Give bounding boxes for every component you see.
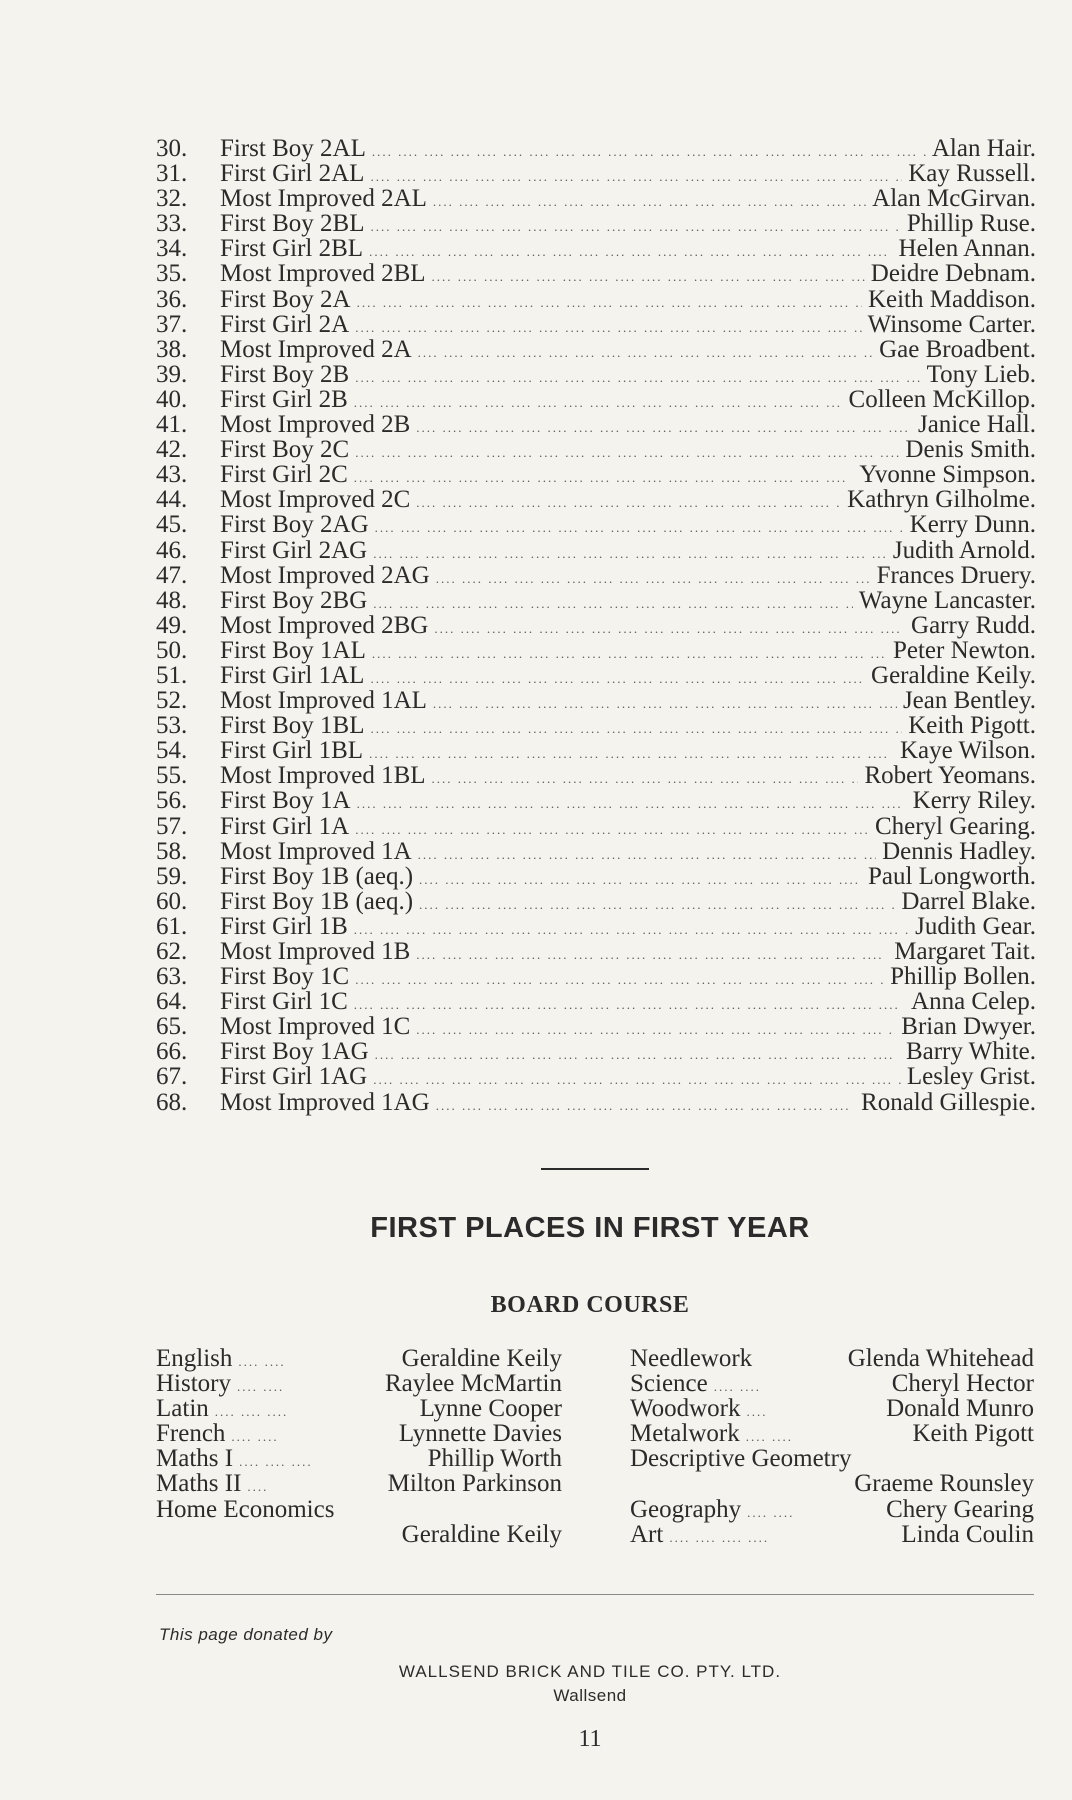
award-recipient: Phillip Ruse. (906, 210, 1036, 238)
subject-row (156, 1371, 562, 1396)
award-number: 59. (156, 862, 188, 890)
award-row (156, 738, 1036, 763)
subject-name: Descriptive Geometry (630, 1445, 852, 1473)
leader-dots (375, 1042, 900, 1067)
subject-name: Metalwork (630, 1420, 740, 1448)
award-recipient: Kathryn Gilholme. (847, 486, 1036, 514)
subject-row (156, 1471, 562, 1496)
leader-dots (354, 917, 909, 942)
award-number: 50. (156, 636, 188, 664)
award-number: 33. (156, 210, 188, 238)
leader-dots (416, 415, 912, 440)
leader-dots (433, 189, 866, 214)
award-number: 31. (156, 160, 188, 188)
section-heading: FIRST PLACES IN FIRST YEAR (370, 1212, 810, 1244)
award-recipient: Colleen McKillop. (848, 385, 1036, 413)
award-number: 41. (156, 411, 188, 439)
subject-name: Maths I (156, 1445, 234, 1473)
award-row (156, 1014, 1036, 1039)
award-recipient: Janice Hall. (917, 411, 1036, 439)
top-student: Milton Parkinson (387, 1470, 562, 1498)
award-recipient: Winsome Carter. (867, 310, 1036, 338)
leader-dots: .... .... (238, 1354, 286, 1369)
award-recipient: Wayne Lancaster. (858, 586, 1036, 614)
award-category: First Girl 2C (220, 461, 348, 489)
leader-dots (416, 1017, 895, 1042)
award-row (156, 261, 1036, 286)
award-recipient: Dennis Hadley. (882, 837, 1036, 865)
company-town: Wallsend (553, 1686, 627, 1705)
award-number: 54. (156, 737, 188, 765)
award-row (156, 638, 1036, 663)
award-category: First Girl 2A (220, 310, 350, 338)
award-row (156, 312, 1036, 337)
award-row (156, 889, 1036, 914)
top-student: Glenda Whitehead (847, 1345, 1034, 1372)
top-student: Lynne Cooper (419, 1395, 562, 1423)
leader-dots (373, 591, 853, 616)
subject-name: Home Economics (156, 1495, 335, 1523)
award-row (156, 337, 1036, 362)
leader-dots: .... .... .... (239, 1454, 313, 1470)
leader-dots (434, 616, 905, 641)
subject-name: French (156, 1420, 226, 1448)
subject-row (156, 1497, 562, 1522)
award-number: 30. (156, 135, 188, 162)
award-recipient: Kaye Wilson. (899, 737, 1036, 765)
award-recipient: Tony Lieb. (926, 360, 1036, 388)
award-recipient: Kerry Dunn. (909, 511, 1036, 539)
donated-by-text: This page donated by (159, 1625, 333, 1644)
award-row (156, 839, 1036, 864)
section-divider (541, 1168, 649, 1170)
award-number: 37. (156, 310, 188, 338)
award-category: First Boy 1C (220, 963, 350, 991)
award-recipient: Deidre Debnam. (870, 260, 1036, 288)
award-category: Most Improved 2C (220, 486, 411, 514)
subject-name: Woodwork (630, 1395, 741, 1423)
leader-dots (355, 967, 884, 992)
leader-dots (370, 716, 902, 741)
leader-dots (373, 1067, 901, 1092)
leader-dots (354, 992, 905, 1017)
award-recipient: Judith Arnold. (892, 536, 1036, 564)
award-category: First Boy 1AG (220, 1038, 369, 1066)
award-recipient: Judith Gear. (915, 912, 1036, 940)
award-number: 34. (156, 235, 188, 263)
subject-row (156, 1396, 562, 1421)
subject-name: History (156, 1370, 231, 1398)
award-number: 55. (156, 762, 188, 790)
award-row (156, 914, 1036, 939)
awards-list (156, 136, 1036, 1115)
award-row (156, 236, 1036, 261)
award-category: First Boy 1AL (220, 636, 366, 664)
award-recipient: Ronald Gillespie. (861, 1088, 1036, 1116)
footer-divider (156, 1594, 1034, 1595)
subject-name: Latin (156, 1395, 209, 1423)
award-number: 32. (156, 185, 188, 213)
award-recipient: Cheryl Gearing. (874, 812, 1036, 840)
award-row (156, 588, 1036, 613)
award-category: Most Improved 1B (220, 938, 411, 965)
award-recipient: Brian Dwyer. (901, 1013, 1036, 1041)
leader-dots: .... .... (745, 1429, 793, 1445)
award-recipient: Anna Celep. (911, 988, 1036, 1016)
subject-row (630, 1497, 1034, 1522)
award-recipient: Barry White. (905, 1038, 1036, 1066)
award-row (156, 287, 1036, 312)
award-row (156, 688, 1036, 713)
top-student: Geraldine Keily (401, 1520, 562, 1548)
award-category: First Girl 2AL (220, 160, 365, 188)
subject-row (630, 1371, 1034, 1396)
award-category: First Boy 1BL (220, 712, 365, 740)
award-row (156, 387, 1036, 412)
award-row (156, 136, 1036, 161)
leader-dots (370, 666, 865, 691)
subject-name: Geography (630, 1495, 742, 1523)
award-recipient: Alan McGirvan. (872, 185, 1036, 213)
award-category: Most Improved 2A (220, 335, 412, 363)
subject-row (630, 1396, 1034, 1421)
leader-dots (433, 691, 897, 716)
leader-dots: .... (746, 1404, 768, 1420)
award-number: 56. (156, 787, 188, 815)
leader-dots (355, 315, 861, 340)
leader-dots (416, 490, 841, 515)
subject-row (630, 1346, 1034, 1371)
award-category: Most Improved 2B (220, 411, 411, 439)
subject-row (156, 1522, 562, 1547)
leader-dots (355, 440, 899, 465)
award-number: 52. (156, 687, 188, 715)
subject-name: Needlework (630, 1345, 753, 1372)
top-student: Geraldine Keily (401, 1345, 562, 1372)
award-category: Most Improved 1A (220, 837, 412, 865)
top-student: Linda Coulin (901, 1520, 1034, 1548)
subject-row (156, 1446, 562, 1471)
award-row (156, 763, 1036, 788)
award-recipient: Paul Longworth. (867, 862, 1036, 890)
leader-dots (355, 365, 920, 390)
award-category: First Girl 1AG (220, 1063, 368, 1091)
leader-dots: .... .... (237, 1379, 285, 1395)
award-number: 68. (156, 1088, 188, 1116)
leader-dots: .... .... (231, 1429, 279, 1445)
top-student: Chery Gearing (886, 1495, 1034, 1523)
leader-dots (418, 842, 876, 867)
award-recipient: Helen Annan. (898, 235, 1036, 263)
award-category: Most Improved 1BL (220, 762, 426, 790)
award-row (156, 437, 1036, 462)
leader-dots (432, 766, 859, 791)
leader-dots: .... (247, 1479, 269, 1495)
award-row (156, 186, 1036, 211)
award-row (156, 613, 1036, 638)
award-recipient: Margaret Tait. (894, 938, 1036, 965)
award-row (156, 788, 1036, 813)
award-recipient: Keith Pigott. (908, 712, 1036, 740)
subject-row (630, 1471, 1034, 1496)
award-category: Most Improved 2BG (220, 611, 429, 639)
leader-dots (370, 164, 902, 189)
subject-row (630, 1522, 1034, 1547)
award-recipient: Jean Bentley. (902, 687, 1036, 715)
award-number: 43. (156, 461, 188, 489)
award-number: 61. (156, 912, 188, 940)
award-row (156, 412, 1036, 437)
award-category: First Boy 2BG (220, 586, 368, 614)
award-category: Most Improved 2BL (220, 260, 426, 288)
subject-row (630, 1421, 1034, 1446)
top-student: Cheryl Hector (891, 1370, 1034, 1398)
leader-dots (372, 139, 926, 164)
award-recipient: Yvonne Simpson. (859, 461, 1036, 489)
award-row (156, 362, 1036, 387)
leader-dots (354, 390, 843, 415)
leader-dots (419, 867, 862, 892)
award-number: 60. (156, 887, 188, 915)
award-row (156, 487, 1036, 512)
award-number: 40. (156, 385, 188, 413)
leader-dots (357, 290, 862, 315)
award-category: First Boy 1A (220, 787, 351, 815)
award-recipient: Denis Smith. (905, 436, 1036, 464)
award-category: Most Improved 1AL (220, 687, 427, 715)
award-category: First Girl 2B (220, 385, 348, 413)
award-category: Most Improved 1AG (220, 1088, 430, 1116)
award-row (156, 563, 1036, 588)
award-recipient: Darrel Blake. (901, 887, 1036, 915)
leader-dots (372, 641, 887, 666)
award-number: 45. (156, 511, 188, 539)
award-number: 47. (156, 561, 188, 589)
award-category: First Boy 2AG (220, 511, 369, 539)
award-number: 49. (156, 611, 188, 639)
award-category: First Girl 2BL (220, 235, 364, 263)
award-row (156, 814, 1036, 839)
award-category: First Girl 1BL (220, 737, 364, 765)
award-recipient: Keith Maddison. (867, 285, 1036, 313)
leader-dots: .... .... (747, 1504, 795, 1520)
award-category: Most Improved 2AL (220, 185, 427, 213)
sub-heading: BOARD COURSE (490, 1292, 690, 1318)
award-number: 44. (156, 486, 188, 514)
award-recipient: Kay Russell. (908, 160, 1036, 188)
award-category: First Boy 1B (aeq.) (220, 887, 414, 915)
award-recipient: Peter Newton. (892, 636, 1036, 664)
subject-name: English (156, 1345, 233, 1372)
page-number: 11 (578, 1726, 602, 1752)
award-number: 65. (156, 1013, 188, 1041)
top-student: Phillip Worth (427, 1445, 562, 1473)
top-student: Raylee McMartin (384, 1370, 562, 1398)
award-row (156, 1090, 1036, 1115)
award-recipient: Alan Hair. (931, 135, 1036, 162)
leader-dots (436, 566, 871, 591)
award-row (156, 989, 1036, 1014)
award-recipient: Robert Yeomans. (864, 762, 1036, 790)
award-category: Most Improved 2AG (220, 561, 430, 589)
award-row (156, 663, 1036, 688)
award-number: 36. (156, 285, 188, 313)
award-number: 38. (156, 335, 188, 363)
award-row (156, 964, 1036, 989)
award-category: First Girl 1A (220, 812, 350, 840)
leader-dots (369, 741, 894, 766)
award-row (156, 864, 1036, 889)
award-category: First Boy 2C (220, 436, 350, 464)
award-number: 62. (156, 938, 188, 965)
award-number: 53. (156, 712, 188, 740)
award-category: First Boy 2A (220, 285, 351, 313)
subject-row (630, 1446, 1034, 1471)
award-recipient: Kerry Riley. (912, 787, 1036, 815)
award-recipient: Garry Rudd. (911, 611, 1036, 639)
award-category: First Girl 2AG (220, 536, 368, 564)
subject-name: Maths II (156, 1470, 242, 1498)
award-row (156, 939, 1036, 964)
award-recipient: Geraldine Keily. (871, 661, 1036, 689)
award-row (156, 713, 1036, 738)
subject-row (156, 1346, 562, 1371)
top-student: Keith Pigott (912, 1420, 1034, 1448)
leader-dots: .... .... (713, 1379, 761, 1395)
leader-dots (369, 239, 892, 264)
leader-dots: .... .... .... .... (669, 1529, 770, 1545)
leader-dots (418, 340, 873, 365)
award-category: First Boy 2AL (220, 135, 366, 162)
award-row (156, 211, 1036, 236)
top-student: Donald Munro (886, 1395, 1034, 1423)
award-category: First Boy 1B (aeq.) (220, 862, 414, 890)
leader-dots (432, 264, 865, 289)
company-name: WALLSEND BRICK AND TILE CO. PTY. LTD. (398, 1662, 782, 1681)
top-student: Lynnette Davies (398, 1420, 562, 1448)
leader-dots (355, 817, 869, 842)
leader-dots (357, 791, 907, 816)
leader-dots (419, 892, 895, 917)
leader-dots (370, 214, 900, 239)
award-recipient: Frances Druery. (876, 561, 1036, 589)
subject-name: Science (630, 1370, 708, 1398)
award-number: 67. (156, 1063, 188, 1091)
award-category: First Girl 1C (220, 988, 348, 1016)
board-course-left-column (156, 1346, 562, 1547)
award-category: Most Improved 1C (220, 1013, 411, 1041)
leader-dots: .... .... .... (214, 1404, 289, 1420)
award-row (156, 1064, 1036, 1089)
award-number: 66. (156, 1038, 188, 1066)
award-row (156, 161, 1036, 186)
top-student: Graeme Rounsley (854, 1470, 1034, 1498)
award-row (156, 538, 1036, 563)
leader-dots (416, 942, 888, 967)
award-recipient: Gae Broadbent. (879, 335, 1036, 363)
board-course-right-column (630, 1346, 1034, 1547)
leader-dots (375, 515, 904, 540)
award-number: 42. (156, 436, 188, 464)
award-recipient: Phillip Bollen. (890, 963, 1036, 991)
award-number: 58. (156, 837, 188, 865)
award-number: 64. (156, 988, 188, 1016)
award-number: 39. (156, 360, 188, 388)
award-number: 46. (156, 536, 188, 564)
award-category: First Boy 2BL (220, 210, 365, 238)
award-number: 57. (156, 812, 188, 840)
leader-dots (436, 1093, 855, 1118)
award-number: 48. (156, 586, 188, 614)
subject-row (156, 1421, 562, 1446)
award-number: 63. (156, 963, 188, 991)
award-number: 51. (156, 661, 188, 689)
award-category: First Girl 1B (220, 912, 348, 940)
leader-dots (373, 541, 887, 566)
award-category: First Girl 1AL (220, 661, 365, 689)
award-row (156, 1039, 1036, 1064)
award-number: 35. (156, 260, 188, 288)
award-category: First Boy 2B (220, 360, 350, 388)
award-row (156, 462, 1036, 487)
award-row (156, 512, 1036, 537)
subject-name: Art (630, 1520, 664, 1548)
award-recipient: Lesley Grist. (906, 1063, 1036, 1091)
leader-dots (354, 465, 854, 490)
